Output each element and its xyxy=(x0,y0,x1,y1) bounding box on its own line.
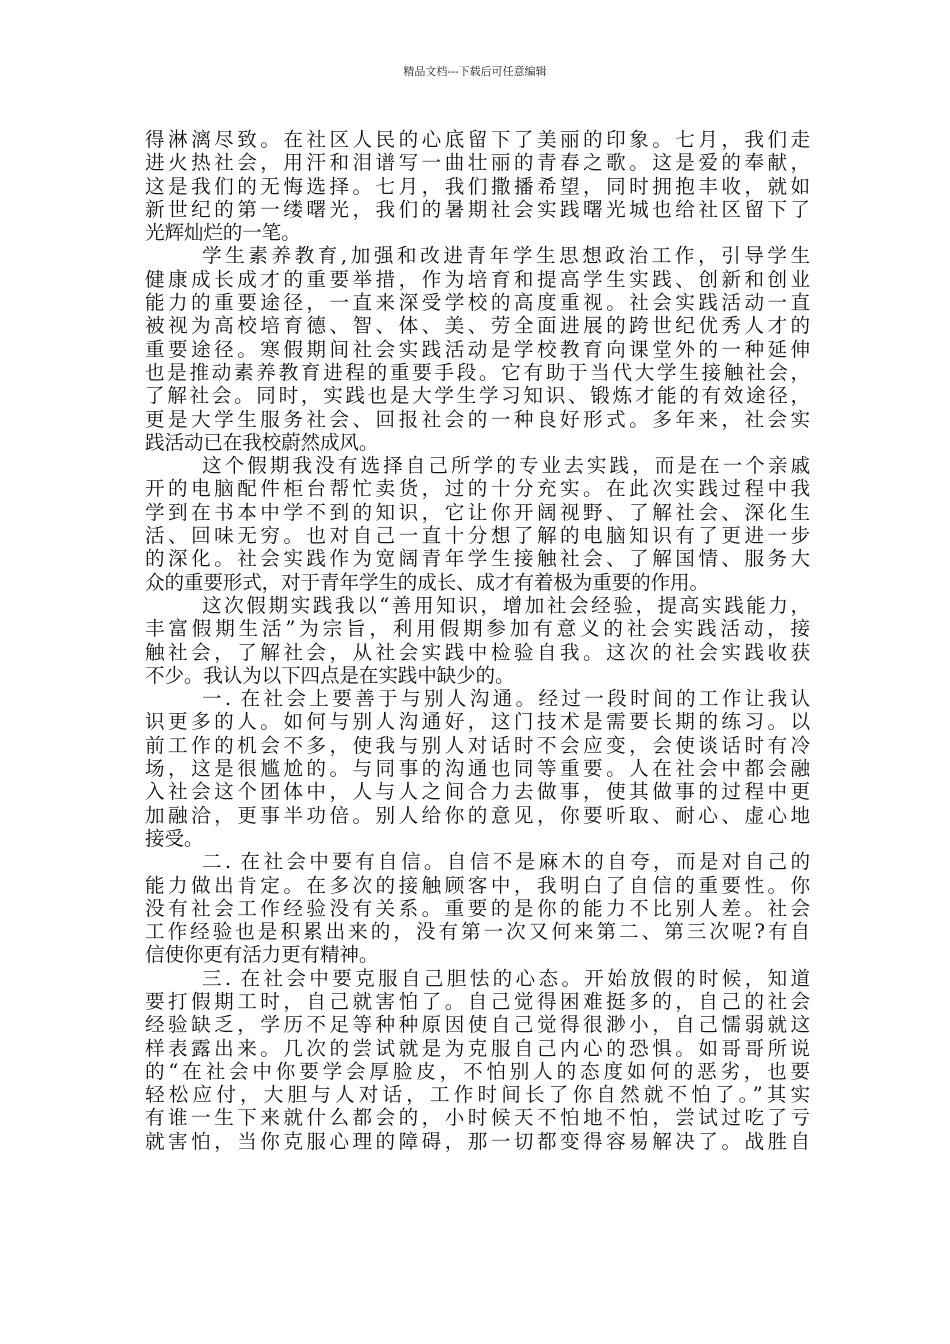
text-line: 众的重要形式，对于青年学生的成长、成才有着极为重要的作用。 xyxy=(145,570,709,594)
text-line: 健康成长成才的重要举措，作为培育和提高学生实践、创新和创业 xyxy=(145,267,810,291)
paragraph-first-line: 一. 在社会上要善于与别人沟通。经过一段时间的工作让我认 xyxy=(202,687,810,711)
text-line: 进火热社会，用汗和泪谱写一曲壮丽的青春之歌。这是爱的奉献， xyxy=(145,151,810,175)
text-line: 接受。 xyxy=(145,826,204,850)
text-line: 被视为高校培育德、智、体、美、劳全面进展的跨世纪优秀人才的 xyxy=(145,314,810,338)
text-line: 经验缺乏，学历不足等种种原因使自己觉得很渺小，自己懦弱就这 xyxy=(145,1013,810,1037)
text-line: 重要途径。寒假期间社会实践活动是学校教育向课堂外的一种延伸 xyxy=(145,337,810,361)
text-line: 不少。我认为以下四点是在实践中缺少的。 xyxy=(145,663,515,687)
text-line: 得淋漓尽致。在社区人民的心底留下了美丽的印象。七月，我们走 xyxy=(145,128,810,151)
text-line: 识更多的人。如何与别人沟通好，这门技术是需要长期的练习。以 xyxy=(145,710,810,734)
text-line: 前工作的机会不多，使我与别人对话时不会应变，会使谈话时有冷 xyxy=(145,733,810,757)
text-line: 场，这是很尴尬的。与同事的沟通也同等重要。人在社会中都会融 xyxy=(145,757,810,781)
text-line: 开的电脑配件柜台帮忙卖货，过的十分充实。在此次实践过程中我 xyxy=(145,477,810,501)
text-line: 学到在书本中学不到的知识，它让你开阔视野、了解社会、深化生 xyxy=(145,500,810,524)
text-line: 能力的重要途径，一直来深受学校的高度重视。社会实践活动一直 xyxy=(145,291,810,315)
paragraph-first-line: 这次假期实践我以“善用知识，增加社会经验，提高实践能力， xyxy=(202,593,810,617)
text-line: 入社会这个团体中，人与人之间合力去做事，使其做事的过程中更 xyxy=(145,780,810,804)
text-line: 要打假期工时，自己就害怕了。自己觉得困难挺多的，自己的社会 xyxy=(145,989,810,1013)
text-line: 加融洽，更事半功倍。别人给你的意见，你要听取、耐心、虚心地 xyxy=(145,803,810,827)
text-line: 触社会，了解社会，从社会实践中检验自我。这次的社会实践收获 xyxy=(145,640,810,664)
paragraph-first-line: 二. 在社会中要有自信。自信不是麻木的自夸，而是对自己的 xyxy=(202,850,810,874)
text-line: 光辉灿烂的一笔。 xyxy=(145,221,301,245)
text-line: 有谁一生下来就什么都会的，小时候天不怕地不怕，尝试过吃了亏 xyxy=(145,1106,810,1130)
text-line: 丰富假期生活”为宗旨，利用假期参加有意义的社会实践活动，接 xyxy=(145,617,810,641)
text-line: 能力做出肯定。在多次的接触顾客中，我明白了自信的重要性。你 xyxy=(145,873,810,897)
document-body xyxy=(145,128,810,1153)
paragraph-first-line: 三. 在社会中要克服自己胆怯的心态。开始放假的时候，知道 xyxy=(202,966,810,990)
text-line: 这是我们的无悔选择。七月，我们撒播希望，同时拥抱丰收，就如 xyxy=(145,174,810,198)
text-line: 的“在社会中你要学会厚脸皮，不怕别人的态度如何的恶劣，也要 xyxy=(145,1059,810,1083)
text-line: 也是推动素养教育进程的重要手段。它有助于当代大学生接触社会， xyxy=(145,360,810,384)
text-line: 更是大学生服务社会、回报社会的一种良好形式。多年来，社会实 xyxy=(145,407,810,431)
text-line: 的深化。社会实践作为宽阔青年学生接触社会、了解国情、服务大 xyxy=(145,547,810,571)
text-line: 新世纪的第一缕曙光，我们的暑期社会实践曙光城也给社区留下了 xyxy=(145,197,810,221)
text-line: 没有社会工作经验没有关系。重要的是你的能力不比别人差。社会 xyxy=(145,896,810,920)
page-header: 精品文档---下载后可任意编辑 xyxy=(403,65,547,78)
text-line: 轻松应付，大胆与人对话，工作时间长了你自然就不怕了。”其实 xyxy=(145,1083,810,1107)
text-line: 践活动已在我校蔚然成风。 xyxy=(145,430,379,454)
paragraph-first-line: 这个假期我没有选择自己所学的专业去实践，而是在一个亲戚 xyxy=(202,454,810,478)
text-line: 样表露出来。几次的尝试就是为克服自己内心的恐惧。如哥哥所说 xyxy=(145,1036,810,1060)
text-line: 工作经验也是积累出来的，没有第一次又何来第二、第三次呢?有自 xyxy=(145,920,810,944)
text-line: 了解社会。同时，实践也是大学生学习知识、锻炼才能的有效途径， xyxy=(145,384,810,408)
text-line: 就害怕，当你克服心理的障碍，那一切都变得容易解决了。战胜自 xyxy=(145,1129,810,1153)
text-line: 信使你更有活力更有精神。 xyxy=(145,943,379,967)
paragraph-first-line: 学生素养教育,加强和改进青年学生思想政治工作，引导学生 xyxy=(202,244,810,268)
text-line: 活、回味无穷。也对自己一直十分想了解的电脑知识有了更进一步 xyxy=(145,524,810,548)
